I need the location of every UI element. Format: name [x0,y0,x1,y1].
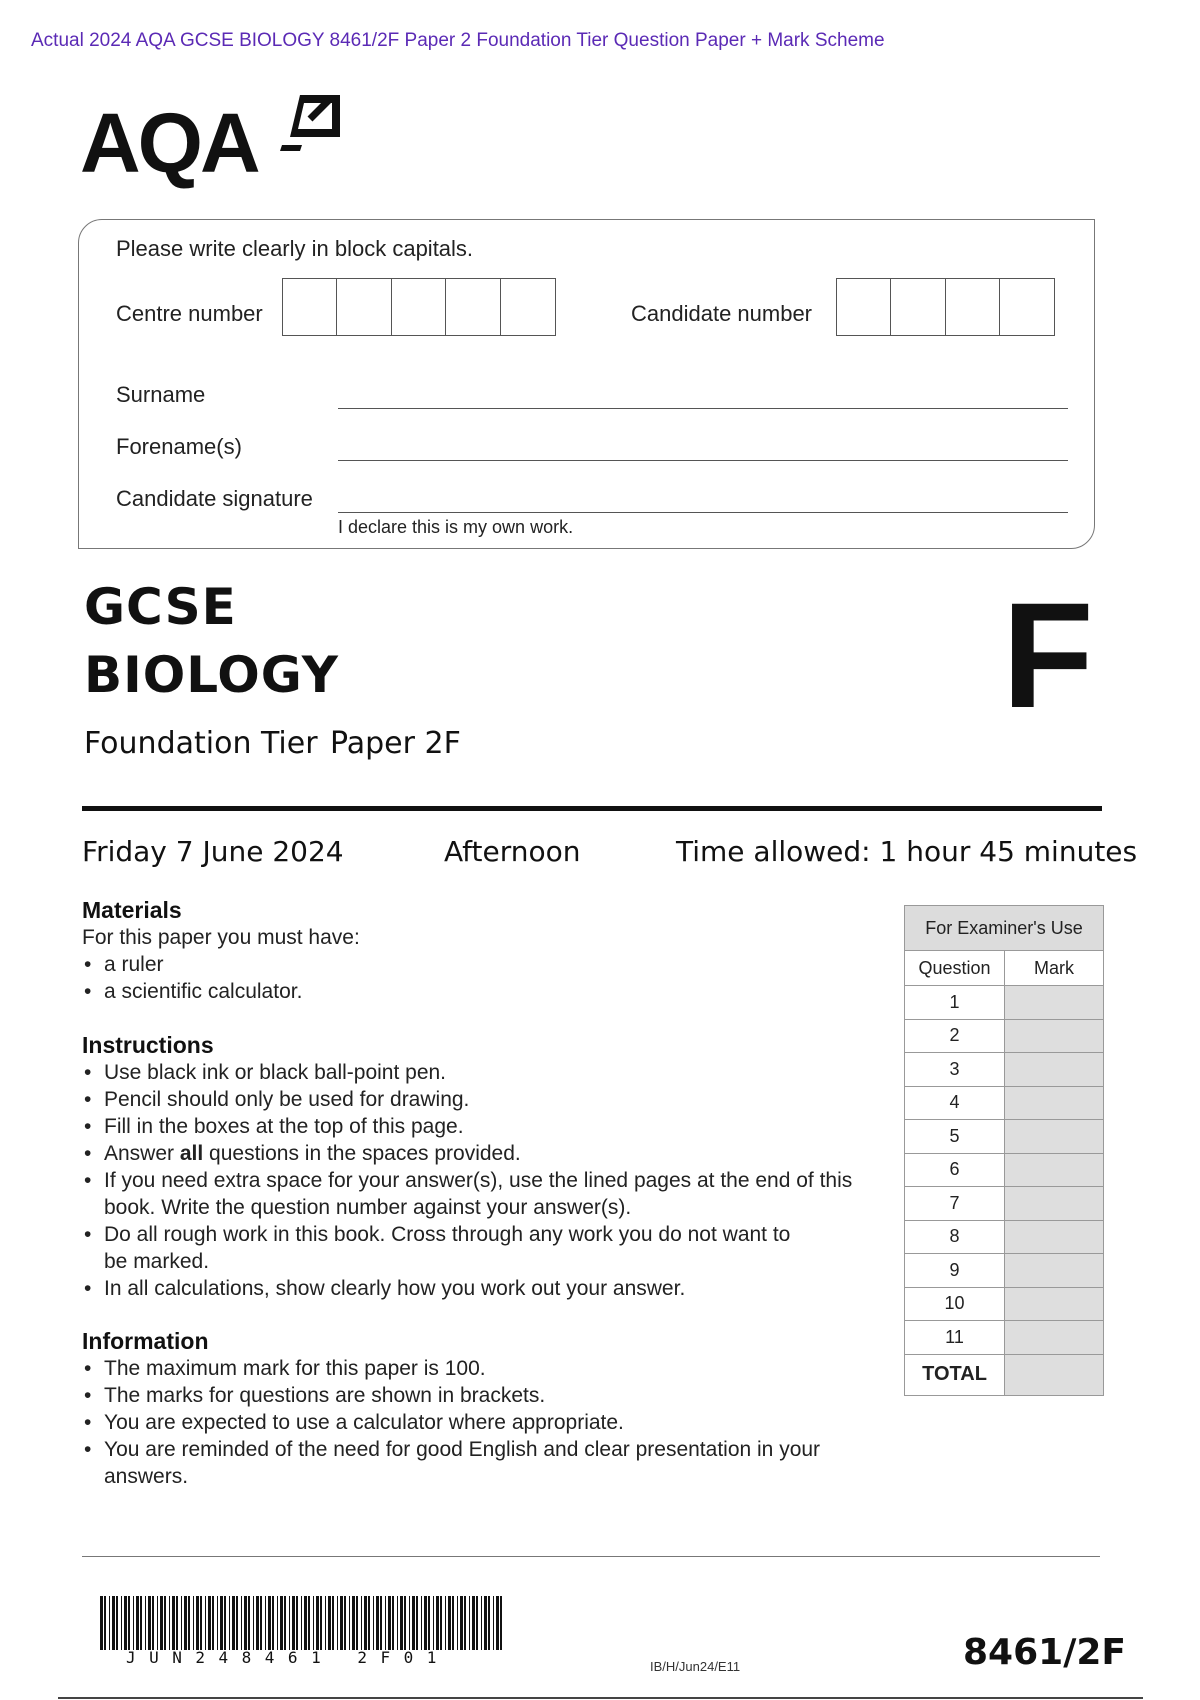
examiners-use-title: For Examiner's Use [905,906,1104,951]
mark-cell [1005,1086,1104,1120]
logo-mark-icon [280,93,342,153]
surname-field[interactable] [338,408,1068,409]
candidate-digit-box[interactable] [999,278,1055,336]
declaration-text: I declare this is my own work. [338,517,574,537]
centre-digit-box[interactable] [282,278,338,336]
mark-cell [1005,1254,1104,1288]
instructions-section [82,1031,872,1302]
mark-cell [1005,986,1104,1020]
question-number: 1 [905,986,1005,1020]
page-bottom-rule [58,1697,1143,1699]
divider-thick [82,806,1102,811]
document-title: Actual 2024 AQA GCSE BIOLOGY 8461/2F Paper 2 Foundation Tier Question Paper + Mark Scheme [31,30,885,51]
mark-cell [1005,1153,1104,1187]
tier-letter: F [1002,571,1094,739]
instructions-heading: Instructions [82,1032,214,1058]
instruction-item: • Do all rough work in this book. Cross through any work you do not want to be marked. [82,1221,872,1275]
question-number: 11 [905,1321,1005,1355]
information-item: • You are reminded of the need for good English and clear presentation in your answers. [82,1436,822,1490]
barcode-image [100,1596,510,1650]
signature-label: Candidate signature [116,486,313,511]
forenames-label: Forename(s) [116,434,242,459]
candidate-details-box [78,219,1095,549]
question-number: 8 [905,1220,1005,1254]
paper-reference: IB/H/Jun24/E11 [650,1659,741,1674]
logo-wordmark: AQA [80,96,258,190]
materials-intro: For this paper you must have: [82,926,360,949]
centre-number-boxes[interactable] [283,278,556,336]
instruction-item: • Use black ink or black ball-point pen. [82,1059,872,1086]
mark-cell [1005,1321,1104,1355]
centre-digit-box[interactable] [500,278,556,336]
time-allowed: Time allowed: 1 hour 45 minutes [676,835,1138,868]
question-number: 7 [905,1187,1005,1221]
signature-field[interactable] [338,512,1068,513]
instruction-item: • Pencil should only be used for drawing. [82,1086,872,1113]
centre-number-label: Centre number [116,301,263,326]
centre-digit-box[interactable] [336,278,392,336]
instruction-item: • Answer all questions in the spaces provided. [82,1140,872,1167]
surname-label: Surname [116,382,206,407]
mark-cell [1005,1187,1104,1221]
information-item: • You are expected to use a calculator where appropriate. [82,1409,822,1436]
subject-line-1: GCSE [84,578,237,636]
forenames-field[interactable] [338,460,1068,461]
question-number: 10 [905,1287,1005,1321]
mark-cell [1005,1019,1104,1053]
question-number: 3 [905,1053,1005,1087]
instruction-item: • If you need extra space for your answer(s), use the lined pages at the end of this book. Write the question number against your answer(s). [82,1167,872,1221]
materials-heading: Materials [82,897,182,923]
question-number: 4 [905,1086,1005,1120]
mark-cell [1005,1120,1104,1154]
total-label: TOTAL [905,1354,1005,1395]
information-heading: Information [82,1328,209,1354]
question-number: 5 [905,1120,1005,1154]
question-number: 2 [905,1019,1005,1053]
candidate-number-label: Candidate number [631,301,813,326]
candidate-digit-box[interactable] [836,278,892,336]
instruction-item: • In all calculations, show clearly how you work out your answer. [82,1275,872,1302]
information-section [82,1327,822,1490]
question-number: 9 [905,1254,1005,1288]
barcode-text: JUN248461 2F01 [126,1648,450,1667]
paper-label: Paper 2F [330,726,461,761]
aqa-logo [80,93,345,188]
total-mark-cell [1005,1354,1104,1395]
exam-date: Friday 7 June 2024 [82,835,344,868]
question-number: 6 [905,1153,1005,1187]
block-capitals-instruction: Please write clearly in block capitals. [116,236,474,261]
materials-section [82,896,882,1005]
footer-divider [82,1556,1100,1557]
materials-item: • a ruler [82,951,882,978]
mark-cell [1005,1287,1104,1321]
information-item: • The marks for questions are shown in brackets. [82,1382,822,1409]
tier-label: Foundation Tier [84,726,318,761]
candidate-digit-box[interactable] [945,278,1001,336]
information-item: • The maximum mark for this paper is 100. [82,1355,822,1382]
candidate-number-boxes[interactable] [837,278,1055,336]
instruction-item: • Fill in the boxes at the top of this page. [82,1113,872,1140]
question-column-header: Question [905,951,1005,986]
mark-column-header: Mark [1005,951,1104,986]
exam-session: Afternoon [444,835,581,868]
centre-digit-box[interactable] [445,278,501,336]
candidate-digit-box[interactable] [890,278,946,336]
centre-digit-box[interactable] [391,278,447,336]
mark-cell [1005,1053,1104,1087]
paper-code: 8461/2F [963,1632,1126,1673]
mark-cell [1005,1220,1104,1254]
materials-item: • a scientific calculator. [82,978,882,1005]
examiners-use-table [904,905,1104,1396]
subject-line-2: BIOLOGY [84,646,339,704]
